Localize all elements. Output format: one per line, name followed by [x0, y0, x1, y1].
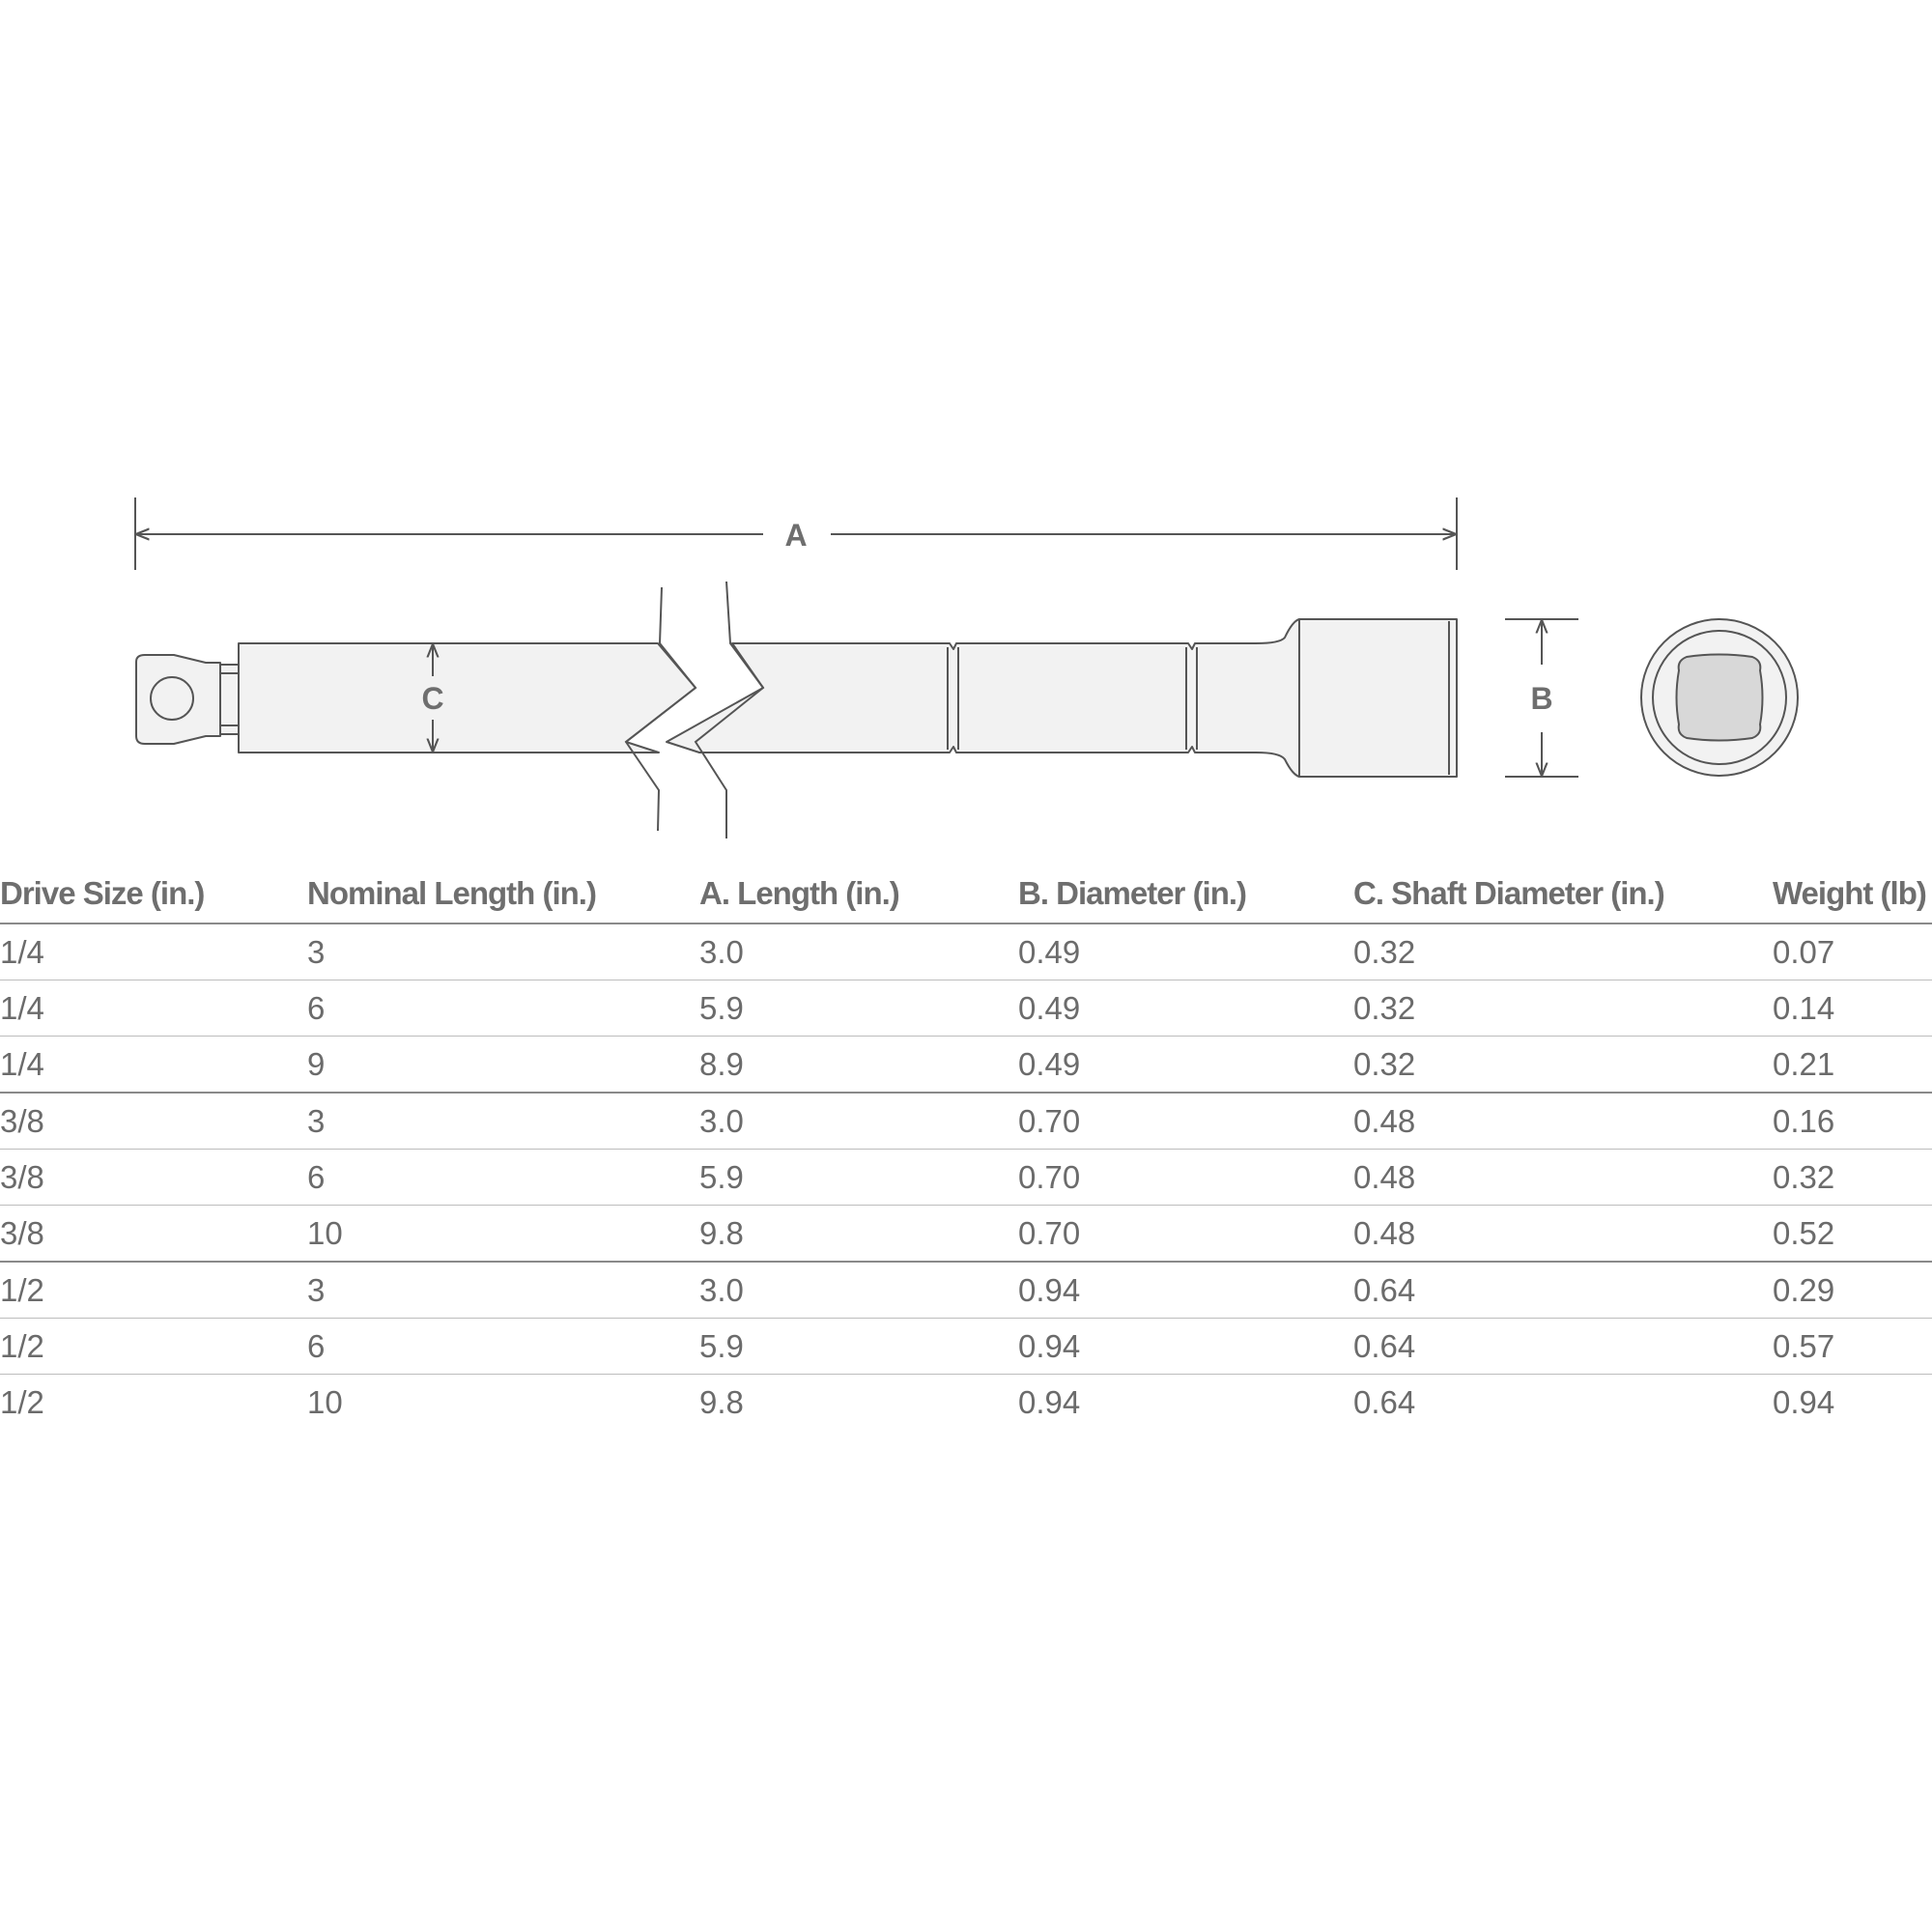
cell-weight: 0.57: [1773, 1319, 1932, 1375]
header-c-shaft-diameter: C. Shaft Diameter (in.): [1353, 865, 1773, 923]
specifications-table: [0, 865, 1932, 1430]
cell-a-length: 5.9: [699, 980, 1018, 1037]
cell-c-shaft-diameter: 0.48: [1353, 1093, 1773, 1150]
cell-nominal-length: 3: [307, 923, 699, 980]
cell-nominal-length: 10: [307, 1383, 343, 1420]
cell-b-diameter: 0.94: [1018, 1383, 1081, 1420]
cell-c-shaft-diameter: 0.32: [1353, 980, 1773, 1037]
detent-ball-icon: [151, 677, 193, 720]
cell-b-diameter: 0.70: [1018, 1150, 1353, 1206]
header-drive-size: Drive Size (in.): [0, 865, 307, 923]
cell-a-length: 5.9: [699, 1319, 1018, 1375]
cell-weight: 0.14: [1773, 980, 1932, 1037]
cell-nominal-length: 6: [307, 980, 699, 1037]
table-row: [0, 1375, 1932, 1431]
cell-nominal-length: 3: [307, 1093, 699, 1150]
cell-drive-size: 1/4: [0, 923, 307, 980]
table-row: [0, 980, 1932, 1037]
cell-c-shaft-diameter: 0.32: [1353, 1037, 1773, 1094]
cell-drive-size: 1/2: [0, 1319, 307, 1375]
cell-c-shaft-diameter: 0.64: [1353, 1262, 1773, 1319]
cell-drive-size: 1/2: [0, 1262, 307, 1319]
cell-a-length: 3.0: [699, 923, 1018, 980]
cell-a-length: 9.8: [699, 1383, 744, 1420]
header-weight: Weight (lb): [1773, 865, 1932, 923]
cell-drive-size: 3/8: [0, 1150, 307, 1206]
cell-c-shaft-diameter: 0.64: [1353, 1383, 1416, 1420]
cell-nominal-length: 6: [307, 1150, 699, 1206]
cell-c-shaft-diameter: 0.32: [1353, 923, 1773, 980]
cell-a-length: 5.9: [699, 1150, 1018, 1206]
cell-drive-size: 1/4: [0, 1037, 307, 1094]
dimension-c-label: C: [421, 681, 444, 716]
cell-nominal-length: 3: [307, 1262, 699, 1319]
cell-nominal-length: 6: [307, 1319, 699, 1375]
cell-weight: 0.07: [1773, 923, 1932, 980]
shaft-left: [239, 643, 696, 753]
cell-drive-size: 1/4: [0, 980, 307, 1037]
table-row: [0, 923, 1932, 980]
cell-weight: 0.32: [1773, 1150, 1932, 1206]
cell-nominal-length: 9: [307, 1037, 699, 1094]
table-row: [0, 1262, 1932, 1319]
cell-b-diameter: 0.94: [1018, 1319, 1353, 1375]
cell-c-shaft-diameter: 0.48: [1353, 1150, 1773, 1206]
extension-bar: [136, 619, 1457, 777]
header-nominal-length: Nominal Length (in.): [307, 865, 699, 923]
socket-end-view: [1641, 619, 1798, 776]
cell-weight: 0.29: [1773, 1262, 1932, 1319]
header-a-length: A. Length (in.): [699, 865, 1018, 923]
cell-a-length: 3.0: [699, 1093, 1018, 1150]
dimension-a-label: A: [784, 518, 808, 553]
cell-a-length: 8.9: [699, 1037, 1018, 1094]
cell-c-shaft-diameter: 0.64: [1353, 1319, 1773, 1375]
cell-b-diameter: 0.49: [1018, 923, 1353, 980]
cell-b-diameter: 0.49: [1018, 1037, 1353, 1094]
cell-c-shaft-diameter: 0.48: [1353, 1206, 1773, 1263]
cell-b-diameter: 0.70: [1018, 1206, 1353, 1263]
cell-b-diameter: 0.70: [1018, 1093, 1353, 1150]
table-row: [0, 1319, 1932, 1375]
cell-drive-size: 3/8: [0, 1093, 307, 1150]
table-header-row: [0, 865, 1932, 923]
table-row: [0, 1093, 1932, 1150]
square-drive-socket-icon: [1677, 655, 1763, 741]
cell-nominal-length: 10: [307, 1206, 699, 1263]
dimension-b-label: B: [1530, 681, 1553, 716]
shaft-right: [667, 619, 1457, 777]
cell-weight: 0.94: [1773, 1383, 1835, 1420]
cell-weight: 0.16: [1773, 1093, 1932, 1150]
cell-drive-size: 3/8: [0, 1206, 307, 1263]
cell-b-diameter: 0.49: [1018, 980, 1353, 1037]
table-row: [0, 1037, 1932, 1094]
cell-a-length: 3.0: [699, 1262, 1018, 1319]
table-row: [0, 1150, 1932, 1206]
cell-b-diameter: 0.94: [1018, 1262, 1353, 1319]
header-b-diameter: B. Diameter (in.): [1018, 865, 1353, 923]
table-row: [0, 1206, 1932, 1263]
cell-a-length: 9.8: [699, 1206, 1018, 1263]
extension-bar-diagram: [0, 0, 1932, 869]
cell-drive-size: 1/2: [0, 1383, 44, 1420]
cell-weight: 0.52: [1773, 1206, 1932, 1263]
cell-weight: 0.21: [1773, 1037, 1932, 1094]
